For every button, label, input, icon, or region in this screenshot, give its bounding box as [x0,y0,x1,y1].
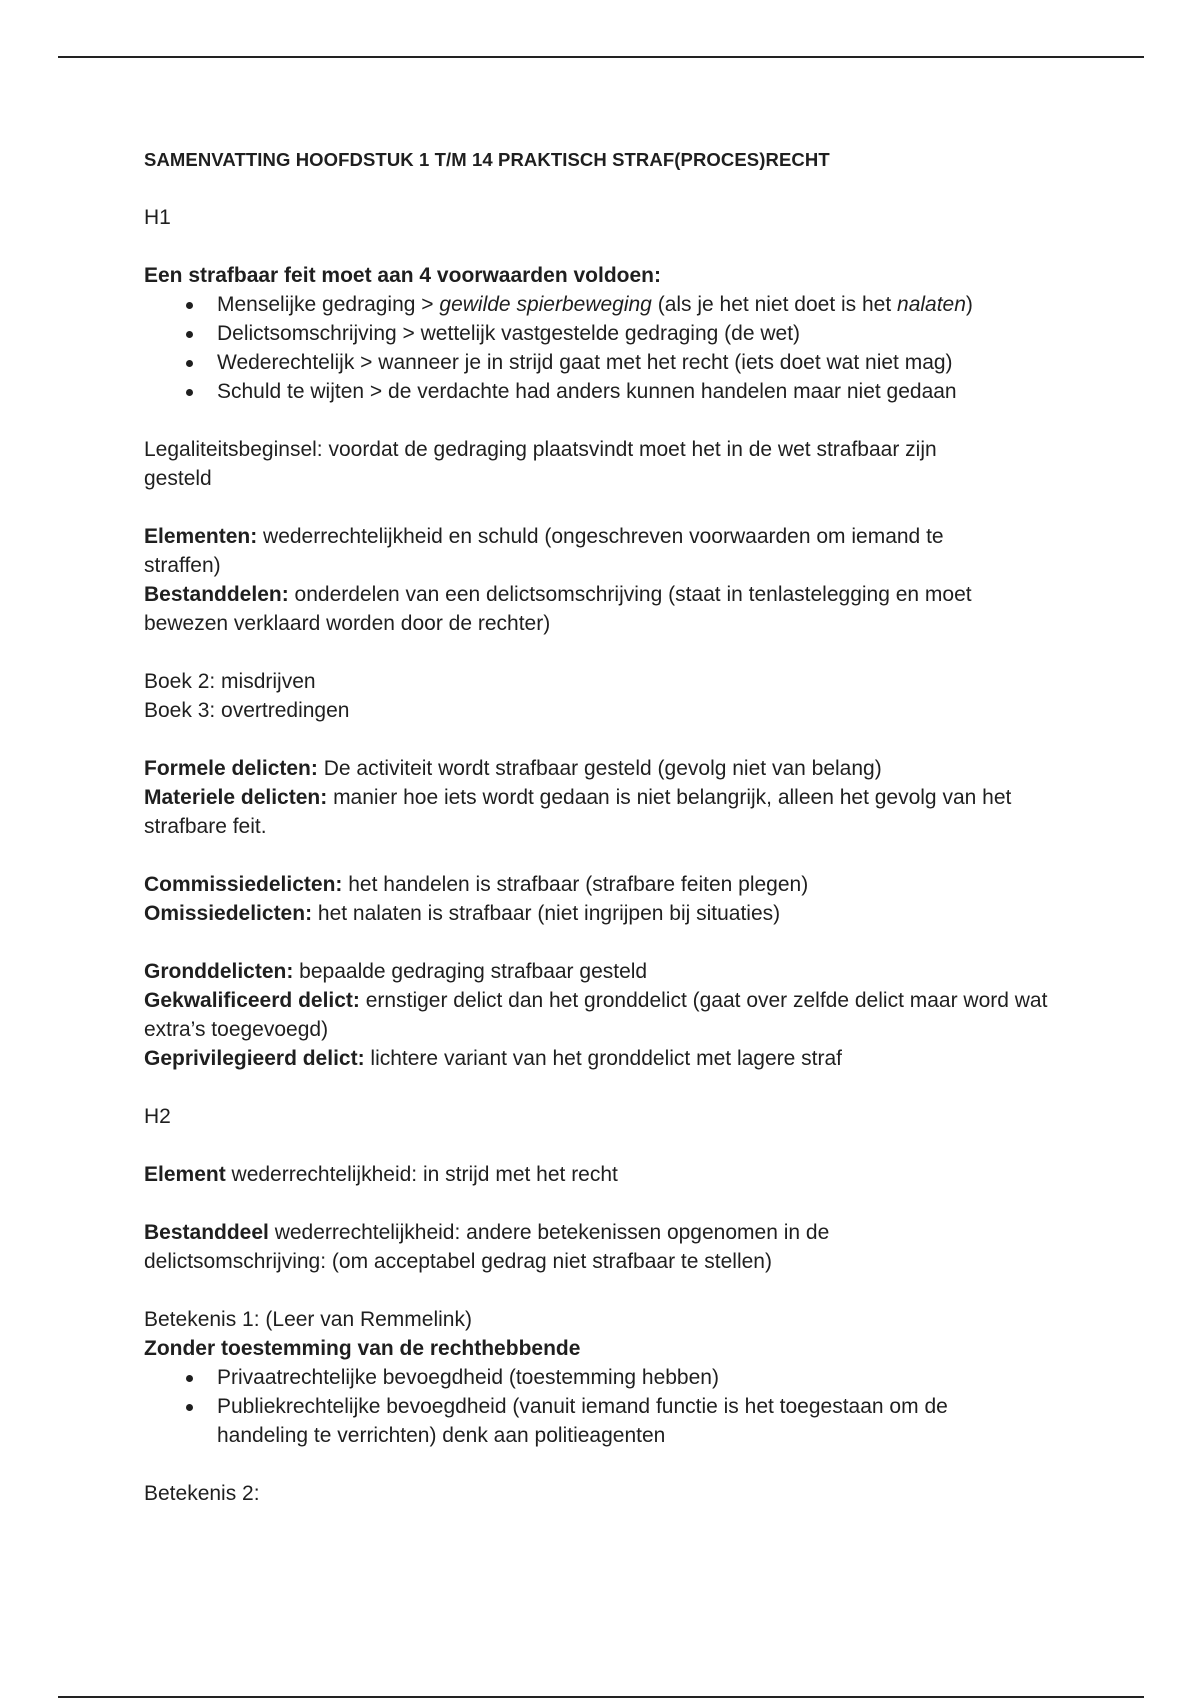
bullet-icon [186,1375,193,1382]
geprivilegieerd-definition: Geprivilegieerd delict: lichtere variant van het gronddelict met lagere straf [144,1047,842,1070]
list-item: Publiekrechtelijke bevoegdheid (vanuit iemand functie is het toegestaan om de handeling te verrichten) denk aan politieagenten [144,1392,1024,1450]
toestemming-list [144,1363,1024,1450]
elementen-definition: Elementen: wederrechtelijkheid en schuld (ongeschreven voorwaarden om iemand te straffen) [144,525,944,577]
omissie-definition: Omissiedelicten: het nalaten is strafbaar (niet ingrijpen bij situaties) [144,902,781,925]
document-title: SAMENVATTING HOOFDSTUK 1 T/M 14 PRAKTISCH STRAF(PROCES)RECHT [144,149,830,170]
bullet-icon [186,1404,193,1411]
boek3-line: Boek 3: overtredingen [144,699,350,722]
toestemming-heading: Zonder toestemming van de rechthebbende [144,1337,581,1360]
top-divider [58,56,1144,58]
legaliteit-paragraph: Legaliteitsbeginsel: voordat de gedraging plaatsvindt moet het in de wet strafbaar zijn gesteld [144,438,937,490]
list-item: Wederechtelijk > wanneer je in strijd gaat met het recht (iets doet wat niet mag) [144,348,1084,377]
grond-definition: Gronddelicten: bepaalde gedraging strafbaar gesteld [144,960,648,983]
chapter-heading-h1: H1 [144,206,171,229]
boek2-line: Boek 2: misdrijven [144,670,316,693]
commissie-definition: Commissiedelicten: het handelen is strafbaar (strafbare feiten plegen) [144,873,809,896]
list-item: Schuld te wijten > de verdachte had anders kunnen handelen maar niet gedaan [144,377,1084,406]
list-item: Menselijke gedraging > gewilde spierbeweging (als je het niet doet is het nalaten) [144,290,1084,319]
voorwaarden-list [144,290,1084,406]
bullet-icon [186,360,193,367]
formele-definition: Formele delicten: De activiteit wordt strafbaar gesteld (gevolg niet van belang) [144,757,882,780]
bullet-icon [186,302,193,309]
element-wederrechtelijkheid: Element wederrechtelijkheid: in strijd met het recht [144,1163,618,1186]
bullet-icon [186,331,193,338]
list-item: Delictsomschrijving > wettelijk vastgestelde gedraging (de wet) [144,319,1084,348]
list-item: Privaatrechtelijke bevoegdheid (toestemming hebben) [144,1363,1024,1392]
materiele-definition: Materiele delicten: manier hoe iets wordt gedaan is niet belangrijk, alleen het gevolg van het strafbare feit. [144,786,1012,838]
voorwaarden-heading: Een strafbaar feit moet aan 4 voorwaarden voldoen: [144,264,661,287]
betekenis-2-line: Betekenis 2: [144,1482,260,1505]
document-body [144,145,1084,1508]
chapter-heading-h2: H2 [144,1105,171,1128]
gekwalificeerd-definition: Gekwalificeerd delict: ernstiger delict dan het gronddelict (gaat over zelfde delict maar word wat extra’s toegevoegd) [144,989,1048,1041]
bestanddelen-definition: Bestanddelen: onderdelen van een delictsomschrijving (staat in tenlastelegging en moet bewezen verklaard worden door de rechter) [144,583,972,635]
betekenis-1-line: Betekenis 1: (Leer van Remmelink) [144,1308,472,1331]
bottom-divider [58,1696,1144,1698]
bestanddeel-wederrechtelijkheid: Bestanddeel wederrechtelijkheid: andere betekenissen opgenomen in de delictsomschrijving: (om acceptabel gedrag niet strafbaar te stellen) [144,1221,830,1273]
bullet-icon [186,389,193,396]
